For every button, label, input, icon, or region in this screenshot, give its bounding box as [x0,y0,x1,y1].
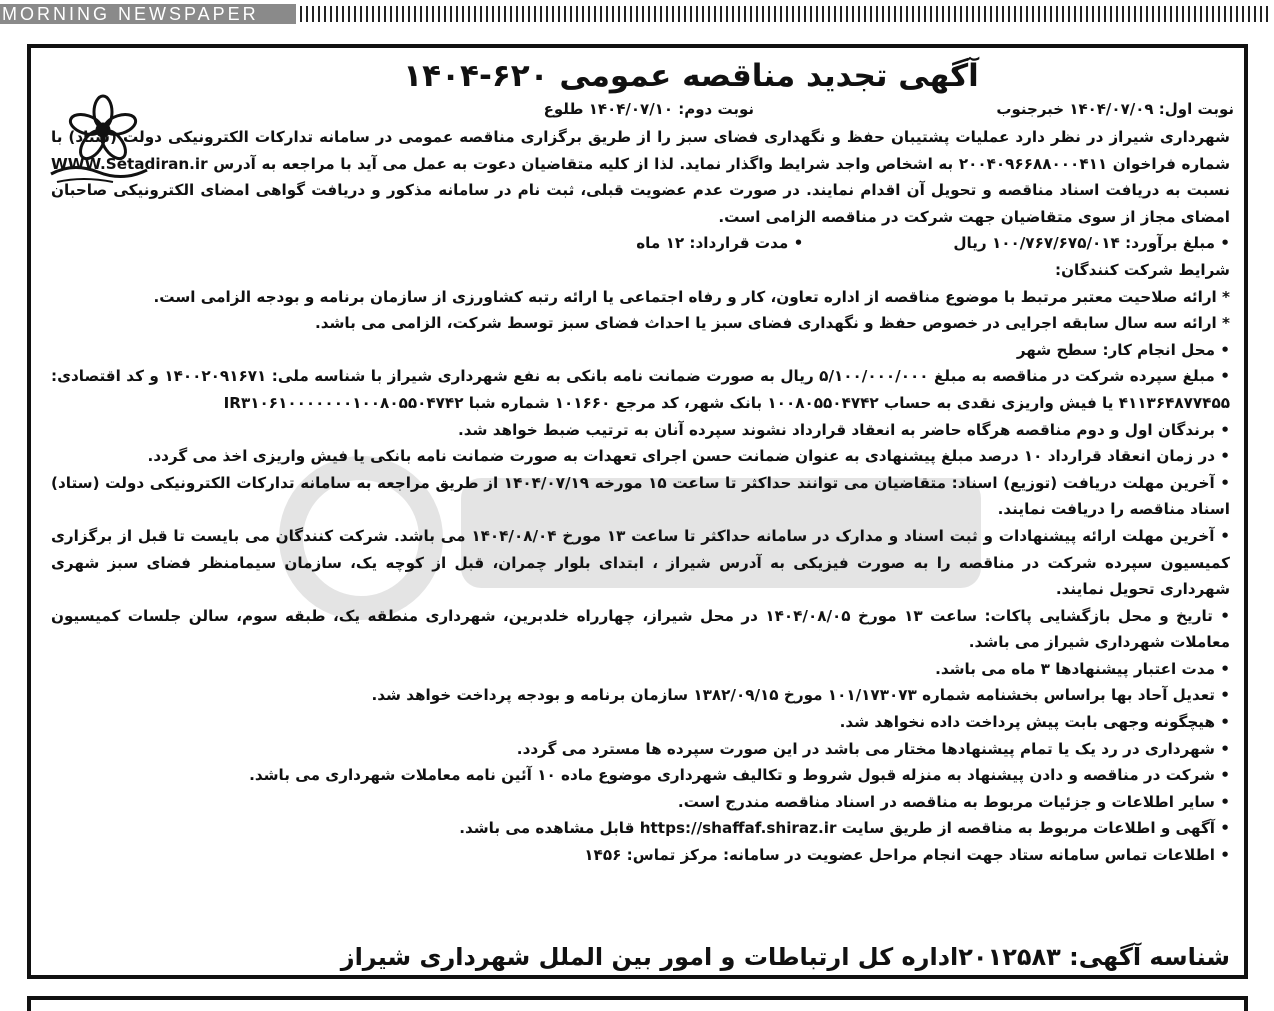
publish-date-second: نوبت دوم: ۱۴۰۴/۰۷/۱۰ طلوع [543,100,754,118]
agency-name: اداره کل ارتباطات و امور بین الملل شهرداری شیراز [340,943,959,971]
conditions-heading: شرایط شرکت کنندگان: [1055,260,1230,279]
list-item: • تاریخ و محل بازگشایی پاکات: ساعت ۱۳ مورخ ۱۴۰۴/۰۸/۰۵ در محل شیراز، چهارراه خلدبرین، شهرداری منطقه یک، طبقه سوم، سالن جلسات کمیسیون معاملات شهرداری شیراز می باشد. [51,606,1230,652]
list-item: • تعدیل آحاد بها براساس بخشنامه شماره ۱۰۱/۱۷۳۰۷۳ مورخ ۱۳۸۲/۰۹/۱۵ سازمان برنامه و بودجه پرداخت خواهد شد. [371,686,1230,705]
contract-duration: • مدت قرارداد: ۱۲ ماه [636,234,804,253]
ad-title: آگهی تجدید مناقصه عمومی ۶۲۰-۱۴۰۴ [403,58,979,94]
list-item: • مبلغ سپرده شرکت در مناقصه به مبلغ ۵/۱۰۰/۰۰۰/۰۰۰ ریال به صورت ضمانت نامه بانکی به نفع شهرداری شیراز با شناسه ملی: ۱۴۰۰۲۰۹۱۶۷۱ و کد اقتصادی: ۴۱۱۳۶۴۸۷۷۴۵۵ یا فیش واریزی نقدی به حساب ۱۰۰۸۰۵۵۰۴۷۴۲ بانک شهر، کد مرجع ۱۰۱۶۶۰ شماره شبا IR۳۱۰۶۱۰۰۰۰۰۰۰۱۰۰۸۰۵۵۰۴۷۴۲ [51,367,1230,412]
ad-footer [51,940,1230,974]
list-item: • اطلاعات تماس سامانه ستاد جهت انجام مراحل عضویت در سامانه: مرکز تماس: ۱۴۵۶ [584,846,1230,865]
ad-id: شناسه آگهی: ۲۰۱۲۵۸۳ [958,943,1230,971]
list-item: • برندگان اول و دوم مناقصه هرگاه حاضر به انعقاد قرارداد نشوند سپرده آنان به ترتیب ضبط خواهد شد. [458,420,1230,439]
intro-paragraph: شهرداری شیراز در نظر دارد عملیات پشتیبان حفظ و نگهداری فضای سبز را از طریق برگزاری مناقصه عمومی در سامانه تدارکات الکترونیکی دولت (ستاد) با شماره فراخوان ۲۰۰۴۰۹۶۶۸۸۰۰۰۴۱۱ به اشخاص واجد شرایط واگذار نماید. لذا از کلیه متقاضیان دعوت به عمل می آید با مراجعه به آدرس WWW.Setadiran.ir نسبت به دریافت اسناد مناقصه و تحویل آن اقدام نمایند. در صورت عدم عضویت قبلی، ثبت نام در سامانه مذکور و دریافت گواهی امضای الکترونیکی صاحبان امضای مجاز از سوی متقاضیان جهت شرکت در مناقصه الزامی است. [51,128,1231,226]
publish-date-first: نوبت اول: ۱۴۰۴/۰۷/۰۹ خبرجنوب [996,100,1234,118]
list-item: • در زمان انعقاد قرارداد ۱۰ درصد مبلغ پیشنهادی به عنوان ضمانت حسن اجرای تعهدات به صورت ضمانت نامه بانکی یا فیش واریزی اخذ می گردد. [147,447,1230,466]
newspaper-header [0,0,1274,28]
next-ad-border [27,996,1248,1011]
list-item: • محل انجام کار: سطح شهر [1016,340,1230,359]
list-item: • شرکت در مناقصه و دادن پیشنهاد به منزله قبول شروط و تکالیف شهرداری موضوع ماده ۱۰ آئین نامه معاملات شهرداری می باشد. [249,766,1230,785]
decorative-stripe [300,6,1268,22]
condition-item: * ارائه سه سال سابقه اجرایی در خصوص حفظ و نگهداری فضای سبز یا احداث فضای سبز توسط شرکت، الزامی می باشد. [314,314,1230,333]
list-item: • شهرداری در رد یک یا تمام پیشنهادها مختار می باشد در این صورت سپرده ها مسترد می گردد. [516,739,1230,758]
list-item: • مدت اعتبار پیشنهادها ۳ ماه می باشد. [935,659,1230,678]
list-item: • آخرین مهلت دریافت (توزیع) اسناد: متقاضیان می توانند حداکثر تا ساعت ۱۵ مورخه ۱۴۰۴/۰۷/۱۹ از طریق مراجعه به سامانه تدارکات الکترونیکی دولت (ستاد) اسناد مناقصه را دریافت نمایند. [51,473,1230,519]
newspaper-name: MORNING NEWSPAPER [0,4,296,24]
list-item: • سایر اطلاعات و جزئیات مربوط به مناقصه در اسناد مناقصه مندرج است. [677,792,1230,811]
list-item: • آگهی و اطلاعات مربوط به مناقصه از طریق سایت https://shaffaf.shiraz.ir قابل مشاهده می باشد. [459,819,1230,838]
ad-body [51,124,1230,869]
estimate-row [51,230,1230,257]
list-item: • آخرین مهلت ارائه پیشنهادات و ثبت اسناد و مدارک در سامانه حداکثر تا ساعت ۱۳ مورخ ۱۴۰۴/۰۸/۰۴ می باشد. شرکت کنندگان می بایست تا قبل از برگزاری کمیسیون سپرده شرکت در مناقصه را به صورت فیزیکی به آدرس شیراز ، ابتدای بلوار چمران، قبل از کوچه یک، سازمان سیمامنظر فضای سبز شهری شهرداری تحویل نمایند. [51,526,1230,599]
estimate-amount: • مبلغ برآورد: ۱۰۰/۷۶۷/۶۷۵/۰۱۴ ریال [953,234,1230,253]
condition-item: * ارائه صلاحیت معتبر مرتبط با موضوع مناقصه از اداره تعاون، کار و رفاه اجتماعی یا ارائه رتبه کشاورزی از سازمان برنامه و بودجه الزامی است. [153,287,1230,306]
list-item: • هیچگونه وجهی بابت پیش پرداخت داده نخواهد شد. [839,713,1230,732]
tender-ad [27,44,1248,979]
